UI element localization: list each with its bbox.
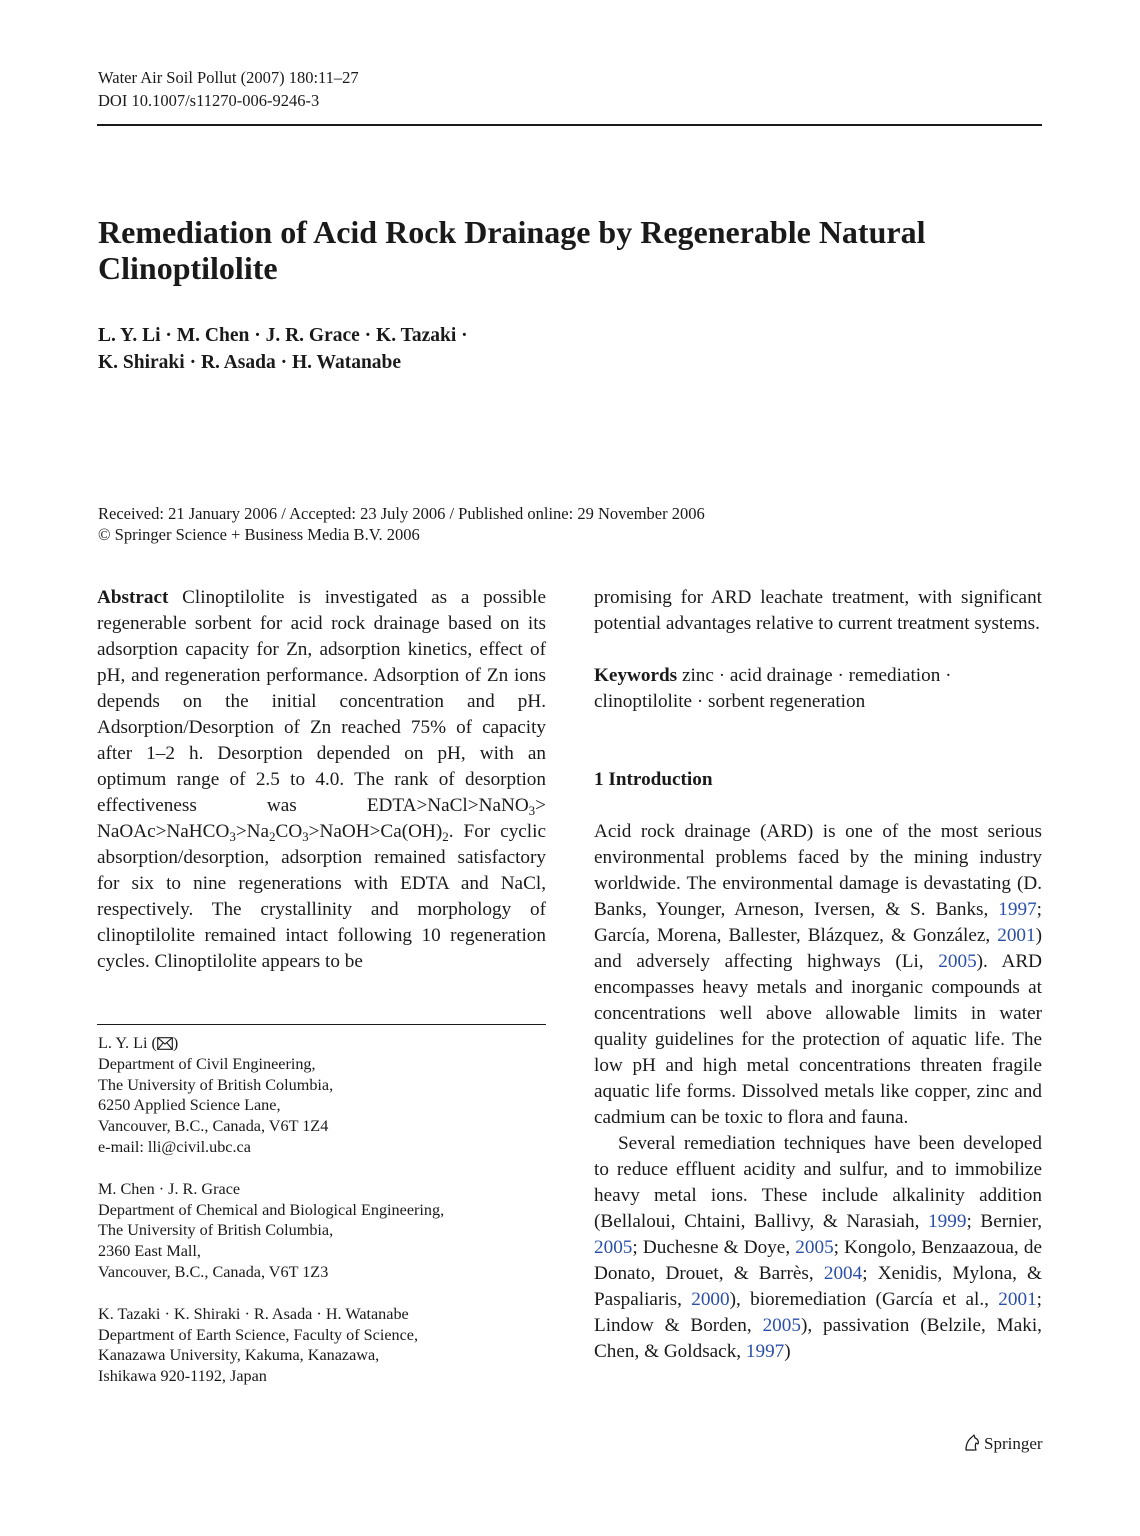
keywords	[594, 663, 1042, 715]
affiliation-block	[98, 1179, 444, 1283]
keywords-label: Keywords	[594, 665, 678, 686]
affiliation-line: Vancouver, B.C., Canada, V6T 1Z3	[98, 1262, 329, 1281]
copyright-text: Springer Science + Business Media B.V. 2006	[114, 525, 420, 544]
copyright-line	[98, 524, 705, 545]
publisher-name: Springer	[984, 1434, 1043, 1453]
affiliation-line: Department of Chemical and Biological Engineering,	[98, 1200, 445, 1219]
section-heading: 1 Introduction	[594, 769, 713, 790]
citation-link[interactable]: 2001	[998, 1289, 1037, 1310]
abstract-continued: promising for ARD leachate treatment, with significant potential advantages relative to current treatment systems.	[594, 587, 1042, 634]
citation-link[interactable]: 2005	[938, 951, 977, 972]
citation-link[interactable]: 1999	[928, 1211, 967, 1232]
abstract-label: Abstract	[97, 587, 169, 608]
affiliation-block	[98, 1033, 444, 1158]
dates-line: Received: 21 January 2006 / Accepted: 23 July 2006 / Published online: 29 November 2006	[98, 504, 705, 523]
affiliation-rule	[97, 1024, 546, 1025]
intro-paragraph: Several remediation techniques have been developed to reduce effluent acidity and sulfur, and to immobilize heavy metal ions. These include alkalinity addition (Bellaloui, Chtaini, Ballivy, & Narasiah, 1999; Bernier, 2005; Duchesne & Doye, 2005; Kongolo, Benzaazoua, de Donato, Drouet, & Barrès, 2004; Xenidis, Mylona, & Paspaliaris, 2000), bioremediation (García et al., 2001; Lindow & Borden, 2005), passivation (Belzile, Maki, Chen, & Goldsack, 1997)	[594, 1133, 1042, 1362]
header-rule	[97, 124, 1042, 126]
intro-paragraph: Acid rock drainage (ARD) is one of the most serious environmental problems faced by the mining industry worldwide. The environmental damage is devastating (D. Banks, Younger, Arneson, Iversen, & S. Banks, 1997; García, Morena, Ballester, Blázquez, & González, 2001) and adversely affecting highways (Li, 2005). ARD encompasses heavy metals and inorganic compounds at concentrations well above allowable limits in water quality guidelines for the protection of aquatic life. The low pH and high metal concentrations threaten fragile aquatic life forms. Dissolved metals like copper, zinc and cadmium can be toxic to flora and fauna.	[594, 821, 1043, 1128]
affiliation-names: M. Chen · J. R. Grace	[98, 1179, 241, 1198]
affiliation-line: The University of British Columbia,	[98, 1221, 334, 1240]
affiliation-names: L. Y. Li ( )	[98, 1034, 179, 1052]
affiliation-line: Department of Earth Science, Faculty of Science,	[98, 1325, 419, 1344]
springer-horse-icon	[963, 1434, 981, 1452]
citation-link[interactable]: 2001	[997, 925, 1036, 946]
affiliation-line: Kanazawa University, Kakuma, Kanazawa,	[98, 1346, 380, 1365]
left-column	[97, 585, 546, 975]
doi: DOI 10.1007/s11270-006-9246-3	[98, 91, 320, 110]
journal-citation: Water Air Soil Pollut (2007) 180:11–27	[98, 68, 359, 87]
affiliation-line: Ishikawa 920-1192, Japan	[98, 1367, 267, 1386]
citation-link[interactable]: 1997	[745, 1341, 785, 1362]
keywords-text: zinc · acid drainage · remediation · clinoptilolite · sorbent regeneration	[594, 665, 952, 712]
affiliation-line: 6250 Applied Science Lane,	[98, 1096, 281, 1115]
author-line: K. Shiraki · R. Asada · H. Watanabe	[98, 352, 402, 373]
abstract: Abstract Clinoptilolite is investigated as a possible regenerable sorbent for acid rock drainage based on its adsorption capacity for Zn, adsorption kinetics, effect of pH, and regeneration performance. Adsorption of Zn ions depends on the initial concentration and pH. Adsorption/Desorption of Zn reached 75% of capacity after 1–2 h. Desorption depended on pH, with an optimum range of 2.5 to 4.0. The rank of desorption effectiveness was EDTA>NaCl>NaNO$_3$> $NaOAc>NaHCO_3>Na_2CO_3>NaOH>Ca(OH)_2$. For cyclic absorption/desorption, adsorption remained satisfactory for six to nine regenerations with EDTA and NaCl, respectively. The crystallinity and morphology of clinoptilolite remained intact following 10 regeneration cycles. Clinoptilolite appears to be	[97, 587, 546, 972]
citation-link[interactable]: 1997	[998, 899, 1037, 920]
citation-link[interactable]: 2005	[762, 1315, 801, 1336]
citation-link[interactable]: 2005	[795, 1237, 834, 1258]
publication-dates	[98, 503, 705, 545]
affiliation-line: 2360 East Mall,	[98, 1242, 201, 1261]
right-column	[594, 585, 1042, 1365]
email-line[interactable]: e-mail: lli@civil.ubc.ca	[98, 1137, 251, 1156]
affiliation-line: Vancouver, B.C., Canada, V6T 1Z4	[98, 1117, 329, 1136]
citation-link[interactable]: 2005	[594, 1237, 633, 1258]
publisher-mark	[963, 1433, 1043, 1455]
author-list	[98, 322, 468, 376]
copyright-icon: ©	[98, 525, 111, 544]
citation-link[interactable]: 2004	[823, 1263, 863, 1284]
envelope-icon[interactable]	[157, 1037, 173, 1050]
affiliation-line: The University of British Columbia,	[98, 1075, 334, 1094]
affiliations	[98, 1033, 444, 1408]
affiliation-block	[98, 1304, 444, 1387]
affiliation-line: Department of Civil Engineering,	[98, 1054, 316, 1073]
author-line: L. Y. Li · M. Chen · J. R. Grace · K. Tazaki ·	[98, 325, 468, 346]
affiliation-names: K. Tazaki · K. Shiraki · R. Asada · H. Watanabe	[98, 1304, 409, 1323]
citation-link[interactable]: 2000	[691, 1289, 730, 1310]
paper-title: Remediation of Acid Rock Drainage by Regenerable Natural Clinoptilolite	[98, 214, 926, 286]
journal-header	[98, 66, 359, 112]
